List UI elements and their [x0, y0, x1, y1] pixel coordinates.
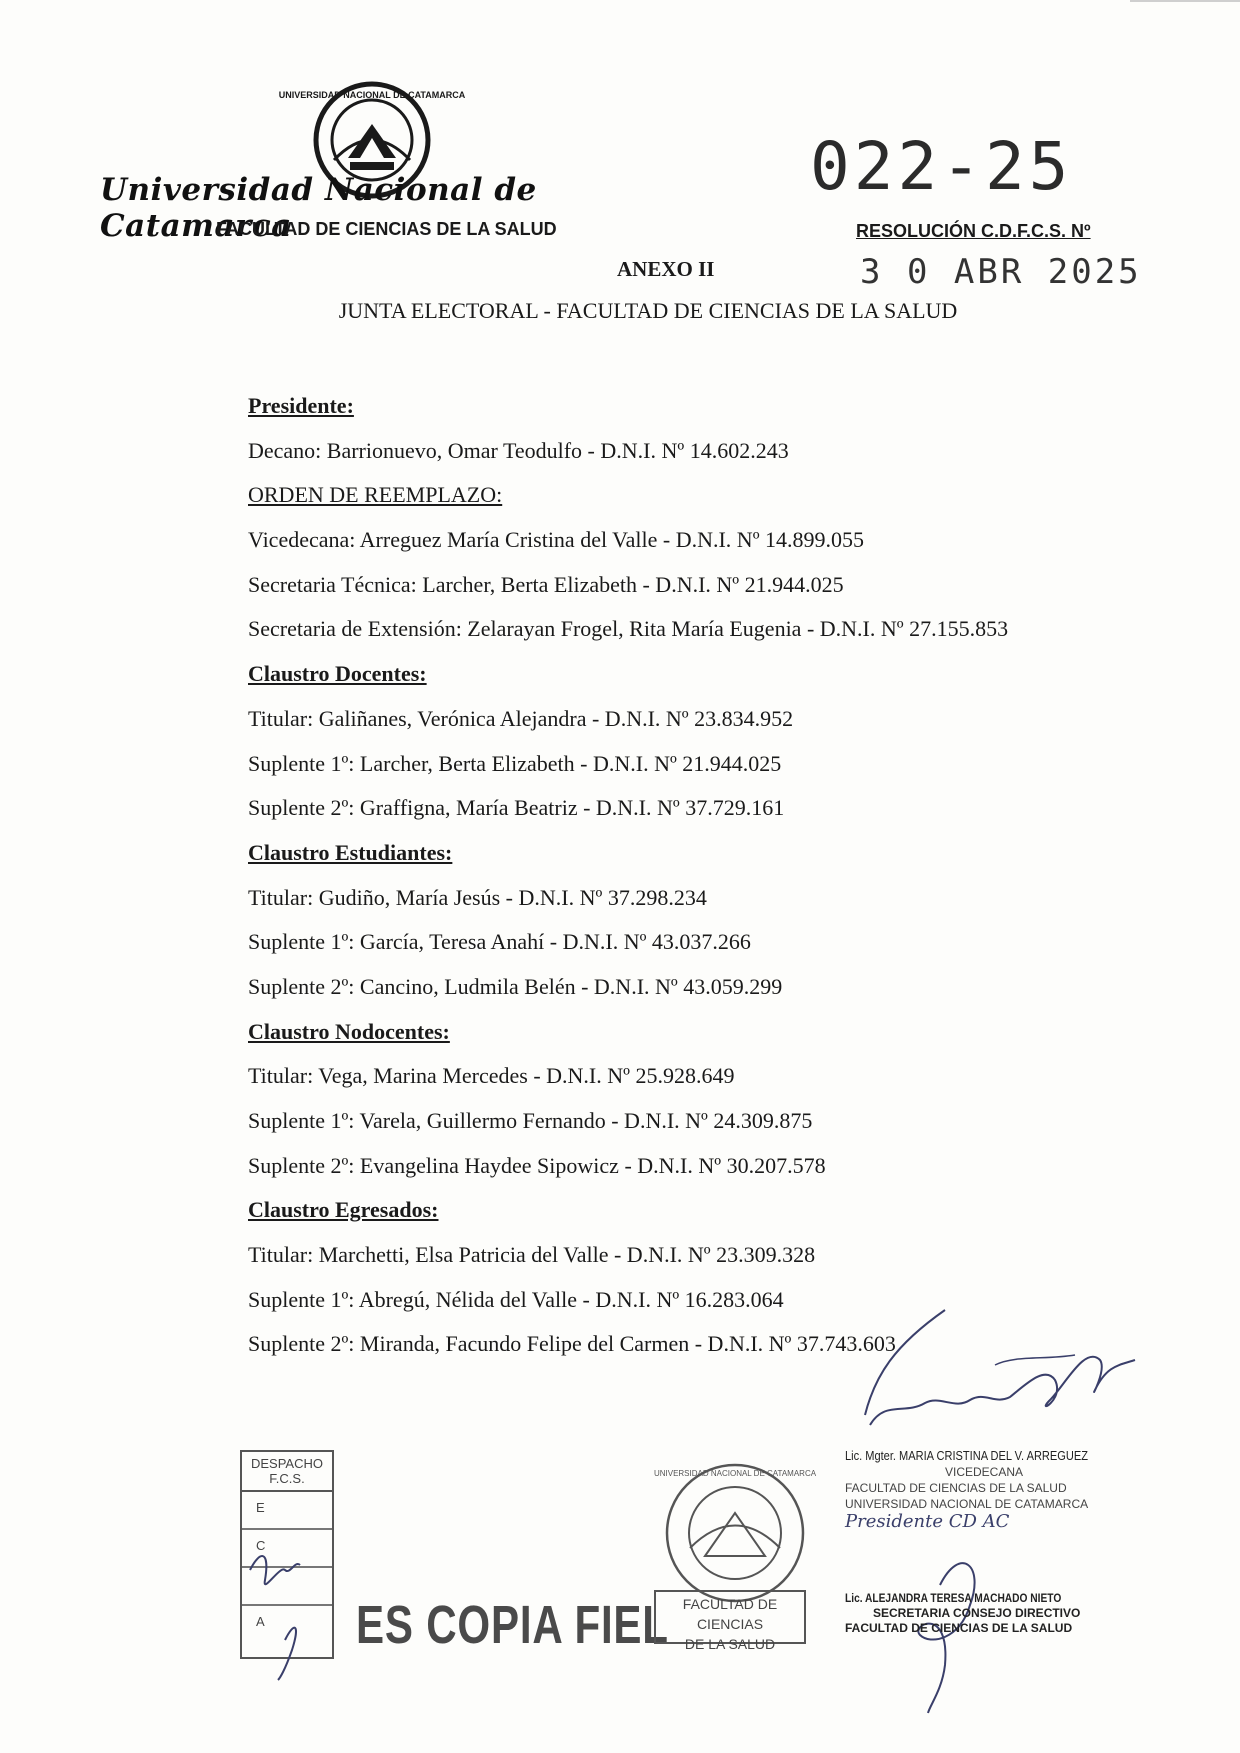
list-line: Claustro Egresados:: [248, 1197, 439, 1223]
vicedecana-title: VICEDECANA: [945, 1465, 1024, 1479]
handwritten-note: Presidente CD AC: [845, 1511, 1010, 1532]
secretaria-title: SECRETARIA CONSEJO DIRECTIVO: [873, 1606, 1081, 1620]
secretaria-faculty: FACULTAD DE CIENCIAS DE LA SALUD: [845, 1621, 1073, 1635]
list-line: Titular: Marchetti, Elsa Patricia del Valle - D.N.I. Nº 23.309.328: [248, 1242, 816, 1268]
list-line: Claustro Nodocentes:: [248, 1018, 450, 1044]
seal-lettering: UNIVERSIDAD NACIONAL DE CATAMARCA: [278, 90, 466, 100]
university-name: Universidad Nacional de Catamarca: [100, 172, 537, 244]
faculty-name: FACULTAD DE CIENCIAS DE LA SALUD: [216, 219, 557, 239]
list-line: Suplente 2º: Graffigna, María Beatriz - D.N.I. Nº 37.729.161: [248, 795, 785, 821]
list-line: ORDEN DE REEMPLAZO:: [248, 482, 503, 508]
vicedecana-faculty: FACULTAD DE CIENCIAS DE LA SALUD: [845, 1481, 1067, 1495]
despacho-title: DESPACHO: [251, 1456, 323, 1471]
list-line: Presidente:: [248, 393, 354, 418]
list-line: Suplente 1º: Larcher, Berta Elizabeth - D.N.I. Nº 21.944.025: [248, 750, 782, 776]
faculty-stamp: [654, 1590, 806, 1652]
list-line: Titular: Gudiño, María Jesús - D.N.I. Nº 37.298.234: [248, 884, 707, 910]
faculty-stamp-line2: DE LA SALUD: [684, 1636, 776, 1652]
despacho-sub: F.C.S.: [269, 1471, 305, 1486]
list-line: Suplente 2º: Evangelina Haydee Sipowicz - D.N.I. Nº 30.207.578: [248, 1152, 826, 1178]
subtitle-text: JUNTA ELECTORAL - FACULTAD DE CIENCIAS DE LA SALUD: [338, 298, 958, 323]
list-line: Decano: Barrionuevo, Omar Teodulfo - D.N.I. Nº 14.602.243: [248, 437, 789, 463]
vicedecana-name: Lic. Mgter. MARIA CRISTINA DEL V. ARREGUEZ: [845, 1448, 1088, 1463]
annex-title: ANEXO II: [617, 257, 715, 281]
faculty-seal-lettering: UNIVERSIDAD NACIONAL DE CATAMARCA: [653, 1469, 817, 1478]
despacho-cell-label: A: [256, 1614, 265, 1629]
members-list: [248, 393, 1148, 1376]
despacho-cell-label: E: [256, 1500, 265, 1515]
list-line: Claustro Estudiantes:: [248, 839, 453, 865]
document-subtitle: [0, 298, 1240, 324]
list-line: Suplente 2º: Cancino, Ludmila Belén - D.N.I. Nº 43.059.299: [248, 973, 783, 999]
resolution-label: RESOLUCIÓN C.D.F.C.S. Nº: [856, 221, 1091, 241]
list-line: Secretaria Técnica: Larcher, Berta Elizabeth - D.N.I. Nº 21.944.025: [248, 571, 844, 597]
list-line: Suplente 2º: Miranda, Facundo Felipe del Carmen - D.N.I. Nº 37.743.603: [248, 1331, 896, 1357]
vicedecana-university: UNIVERSIDAD NACIONAL DE CATAMARCA: [845, 1497, 1089, 1511]
list-line: Secretaria de Extensión: Zelarayan Frogel, Rita María Eugenia - D.N.I. Nº 27.155.853: [248, 616, 1009, 642]
resolution-date-stamp: 3 0 ABR 2025: [860, 252, 1142, 292]
resolution-number: 022-25: [810, 128, 1073, 205]
despacho-header: [242, 1452, 332, 1492]
despacho-cell-label: C: [256, 1538, 266, 1553]
es-copia-fiel-stamp: ES COPIA FIEL: [356, 1595, 669, 1655]
list-line: Titular: Galiñanes, Verónica Alejandra - D.N.I. Nº 23.834.952: [248, 705, 794, 731]
scan-edge: [1130, 0, 1240, 2]
list-line: Suplente 1º: García, Teresa Anahí - D.N.I. Nº 43.037.266: [248, 929, 751, 955]
faculty-seal: [653, 1458, 817, 1608]
list-line: Claustro Docentes:: [248, 661, 427, 687]
faculty-stamp-line1: FACULTAD DE CIENCIAS: [682, 1596, 778, 1632]
secretaria-stamp: [845, 1591, 1125, 1636]
vicedecana-stamp: [845, 1448, 1125, 1532]
vicedecana-signature: [845, 1305, 1145, 1430]
list-line: Vicedecana: Arreguez María Cristina del Valle - D.N.I. Nº 14.899.055: [248, 527, 865, 553]
list-line: Suplente 1º: Abregú, Nélida del Valle - D.N.I. Nº 16.283.064: [248, 1286, 784, 1312]
list-line: Suplente 1º: Varela, Guillermo Fernando - D.N.I. Nº 24.309.875: [248, 1108, 813, 1133]
list-line: Titular: Vega, Marina Mercedes - D.N.I. Nº 25.928.649: [248, 1063, 735, 1089]
despacho-initials-scribble: [240, 1510, 340, 1680]
secretaria-name: Lic. ALEJANDRA TERESA MACHADO NIETO: [845, 1591, 1062, 1605]
